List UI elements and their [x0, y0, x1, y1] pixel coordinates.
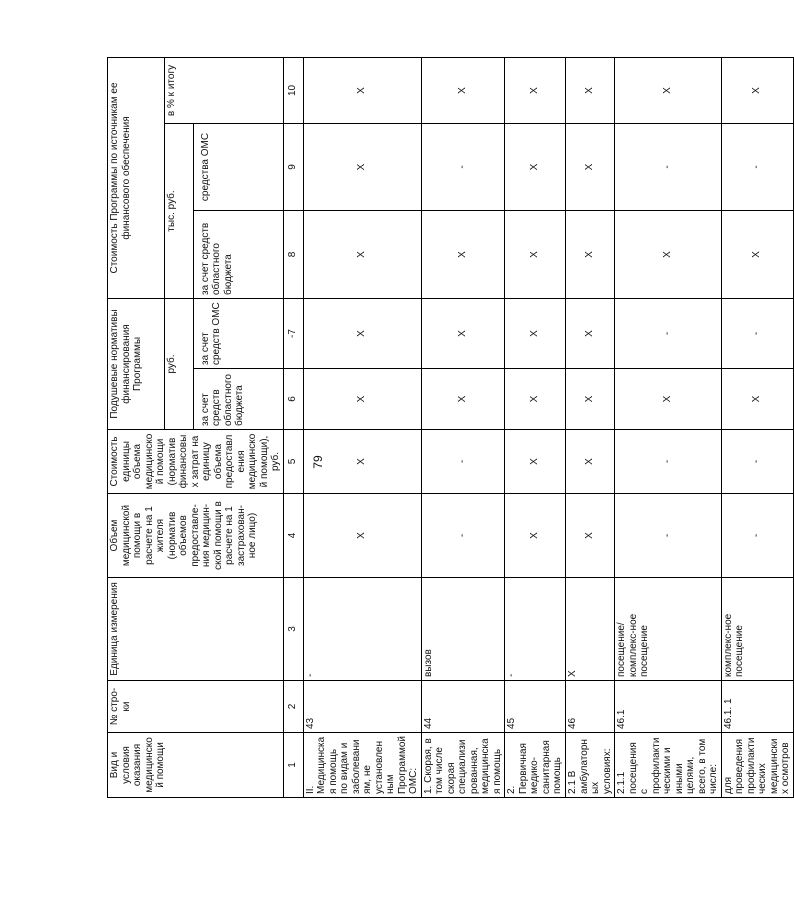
table-row [721, 57, 793, 797]
row-value-cell: X [303, 299, 421, 369]
row-line-cell: 46.1 [615, 681, 722, 733]
column-number: 9 [283, 124, 303, 211]
row-unit-cell: X [566, 578, 615, 681]
row-value-cell: X [303, 369, 421, 430]
column-number: 4 [283, 494, 303, 578]
row-value-cell: X [505, 124, 566, 211]
row-value-cell: - [421, 494, 505, 578]
row-unit-cell: - [303, 578, 421, 681]
row-value-cell: - [421, 124, 505, 211]
row-line-cell: 46.1. 1 [721, 681, 793, 733]
row-value-cell: X [566, 57, 615, 123]
row-value-cell: X [505, 494, 566, 578]
table-row [505, 57, 566, 797]
column-number: 2 [283, 681, 303, 733]
column-number: 10 [283, 57, 303, 123]
header-col-7: за счет средств ОМС [193, 299, 283, 369]
row-value-cell: X [505, 57, 566, 123]
row-value-cell: X [303, 124, 421, 211]
row-line-cell: 44 [421, 681, 505, 733]
header-cost-unit: тыс. руб. [165, 124, 194, 299]
column-number: -7 [283, 299, 303, 369]
row-value-cell: - [721, 124, 793, 211]
row-value-cell: - [721, 494, 793, 578]
row-value-cell: X [421, 369, 505, 430]
row-value-cell: X [421, 299, 505, 369]
row-value-cell: - [721, 299, 793, 369]
row-value-cell: X [303, 494, 421, 578]
row-value-cell: X [566, 124, 615, 211]
row-value-cell: X [721, 369, 793, 430]
row-name-cell: II. Медицинская помощь по видам и заболеваниям, не установленным Программой ОМС: [303, 733, 421, 798]
column-number: 6 [283, 369, 303, 430]
table-row [421, 57, 505, 797]
row-value-cell: X [505, 369, 566, 430]
column-number: 1 [283, 733, 303, 798]
row-value-cell: X [505, 430, 566, 494]
header-col-5: Стоимость единицы объема медицинской помощи (норматив финансовых затрат на единицу объема предоставления медицинской помощи), руб. [108, 430, 284, 494]
column-number-row [283, 57, 303, 797]
row-name-cell: 2. Первичная медико-санитарная помощь [505, 733, 566, 798]
row-line-cell: 46 [566, 681, 615, 733]
row-unit-cell: вызов [421, 578, 505, 681]
row-value-cell: X [303, 430, 421, 494]
row-value-cell: X [566, 430, 615, 494]
table-row [566, 57, 615, 797]
row-value-cell: X [615, 211, 722, 299]
rotated-table-container [107, 58, 791, 798]
header-col-1: Вид и условия оказания медицинской помощи [108, 733, 284, 798]
row-value-cell: X [505, 211, 566, 299]
row-value-cell: X [566, 494, 615, 578]
column-number: 3 [283, 578, 303, 681]
row-value-cell: X [421, 57, 505, 123]
page-number: 79 [311, 455, 325, 469]
row-value-cell: - [615, 124, 722, 211]
header-cost-group: Стоимость Программы по источникам ее финансового обеспечения [108, 57, 165, 298]
table-row [615, 57, 722, 797]
row-line-cell: 45 [505, 681, 566, 733]
row-unit-cell: - [505, 578, 566, 681]
row-value-cell: X [566, 299, 615, 369]
row-value-cell: X [615, 57, 722, 123]
financing-table [107, 57, 794, 798]
table-row [303, 57, 421, 797]
row-name-cell: 2.1 В амбулаторных условиях: [566, 733, 615, 798]
row-value-cell: - [615, 430, 722, 494]
row-line-cell: 43 [303, 681, 421, 733]
header-row-1 [108, 57, 165, 797]
row-value-cell: - [721, 430, 793, 494]
row-value-cell: X [721, 57, 793, 123]
row-value-cell: X [566, 211, 615, 299]
header-col-10: в % к итогу [165, 57, 284, 123]
row-value-cell: - [615, 494, 722, 578]
row-unit-cell: комплекс-ное посещение [721, 578, 793, 681]
row-value-cell: - [421, 430, 505, 494]
row-name-cell: 1. Скорая, в том числе скорая специализированная, медицинская помощь [421, 733, 505, 798]
row-value-cell: X [303, 57, 421, 123]
row-value-cell: X [615, 369, 722, 430]
column-number: 5 [283, 430, 303, 494]
row-name-cell: 2.1.1 посещения с профилактическими и иными целями, всего, в том числе: [615, 733, 722, 798]
row-value-cell: X [303, 211, 421, 299]
header-col-2: № стро-ки [108, 681, 284, 733]
row-value-cell: X [505, 299, 566, 369]
header-col-3: Единица измерения [108, 578, 284, 681]
row-value-cell: - [615, 299, 722, 369]
header-normatives-group: Подушевые нормативы финансирования Программы [108, 299, 165, 430]
row-value-cell: X [721, 211, 793, 299]
row-value-cell: X [566, 369, 615, 430]
header-col-4: Объем медицинской помощи в расчете на 1 жителя (норматив объемов предоставле-ния медицин-ской помощи в расчете на 1 застрахован-ное лицо) [108, 494, 284, 578]
column-number: 8 [283, 211, 303, 299]
header-col-9: средства ОМС [193, 124, 283, 211]
header-col-8: за счет средств областного бюджета [193, 211, 283, 299]
header-normatives-unit: руб. [165, 299, 194, 430]
row-value-cell: X [421, 211, 505, 299]
row-name-cell: для проведения профилактических медицинских осмотров [721, 733, 793, 798]
row-unit-cell: посещение/ комплекс-ное посещение [615, 578, 722, 681]
header-col-6: за счет средств областного бюджета [193, 369, 283, 430]
